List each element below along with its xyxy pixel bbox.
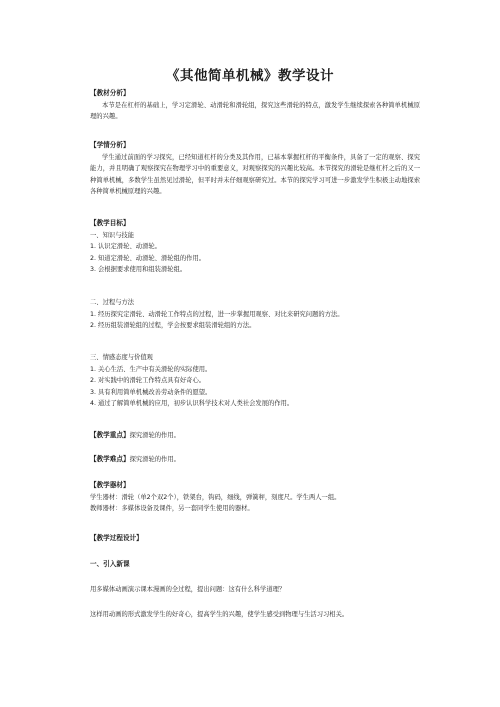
student-equipment: 学生器材：滑轮（单2个双2个），铁架台，钩码，细线，弹簧秤，刻度尺。学生两人一组。 xyxy=(90,493,341,501)
goal-item: 4. 通过了解简单机械的应用，初步认识科学技术对人类社会发展的作用。 xyxy=(90,400,294,407)
process-paragraph-2 xyxy=(90,609,420,621)
page-title: 《其他简单机械》教学设计 xyxy=(166,68,334,84)
process-text-1: 用多媒体动画演示课本漫画的全过程，提出问题：这有什么科学道理？ xyxy=(90,586,286,593)
key-point-heading: 【教学重点】 xyxy=(90,431,130,439)
goal-group-title: 一、知识与技能 xyxy=(90,231,135,239)
material-analysis-section xyxy=(90,88,420,123)
goal-item: 1. 认识定滑轮、动滑轮。 xyxy=(90,243,161,250)
goal-group-title: 二、过程与方法 xyxy=(90,299,135,306)
process-heading: 【教学过程设计】 xyxy=(90,534,143,542)
teacher-equipment: 教师器材：多媒体设备及课件，另一套同学生使用的器材。 xyxy=(90,505,254,512)
goal-item: 1. 经历探究定滑轮、动滑轮工作特点的过程，进一步掌握用观察、对比来研究问题的方法。 xyxy=(90,310,344,318)
goal-item: 2. 对实践中的滑轮工作特点具有好奇心。 xyxy=(90,377,206,384)
goal-item: 3. 会根据要求使用和组装滑轮组。 xyxy=(90,266,187,273)
equipment-section xyxy=(90,480,420,515)
intro-heading: 一、引入新课 xyxy=(90,560,130,568)
material-analysis-heading: 【教材分析】 xyxy=(90,89,130,97)
teaching-goals-heading: 【教学目标】 xyxy=(90,219,130,227)
goal-item: 2. 知道定滑轮、动滑轮、滑轮组的作用。 xyxy=(90,254,206,262)
student-analysis-section xyxy=(90,140,420,198)
key-point-line xyxy=(90,430,420,442)
difficulty-line xyxy=(90,454,420,466)
process-text-2: 这样用动画的形式激发学生的好奇心，提高学生的兴趣，使学生感受到物理与生活习习相关。 xyxy=(90,611,349,618)
intro-heading-line xyxy=(90,559,420,571)
student-analysis-heading: 【学情分析】 xyxy=(90,141,130,149)
difficulty-text: 探究滑轮的作用。 xyxy=(129,456,180,463)
student-analysis-text: 学生通过前面的学习探究，已经知道杠杆的分类及其作用，已基本掌握杠杆的平衡条件，具备了一定的观察、探究能力，并且明确了观察探究在物理学习中的重要意义，对观察探究的兴趣比较高。本节探究的滑轮是继杠杆之后的又一种简单机械，多数学生虽然见过滑轮，但平时并未仔细观察研究过。本节的探究学习可进一步激发学生积极主动地探索各种简单机械原理的兴趣。 xyxy=(90,153,420,195)
equipment-heading: 【教学器材】 xyxy=(90,481,130,489)
goal-group-2 xyxy=(90,297,420,332)
goal-item: 3. 具有利用简单机械改善劳动条件的愿望。 xyxy=(90,388,212,396)
goal-group-title: 三、情感态度与价值观 xyxy=(90,354,153,361)
goal-item: 2. 经历组装滑轮组的过程，学会按要求组装滑轮组的方法。 xyxy=(90,322,256,329)
process-paragraph-1 xyxy=(90,584,420,596)
key-point-text: 探究滑轮的作用。 xyxy=(129,432,180,439)
teaching-goals-section xyxy=(90,218,420,276)
goal-group-3 xyxy=(90,352,420,410)
material-analysis-text: 本节是在杠杆的基础上，学习定滑轮、动滑轮和滑轮组，探究这些滑轮的特点，激发学生继续探索各种简单机械原理的兴趣。 xyxy=(90,101,420,120)
goal-item: 1. 关心生活、生产中有关滑轮的实际使用。 xyxy=(90,365,212,373)
difficulty-heading: 【教学难点】 xyxy=(90,455,130,463)
process-heading-line xyxy=(90,533,420,545)
